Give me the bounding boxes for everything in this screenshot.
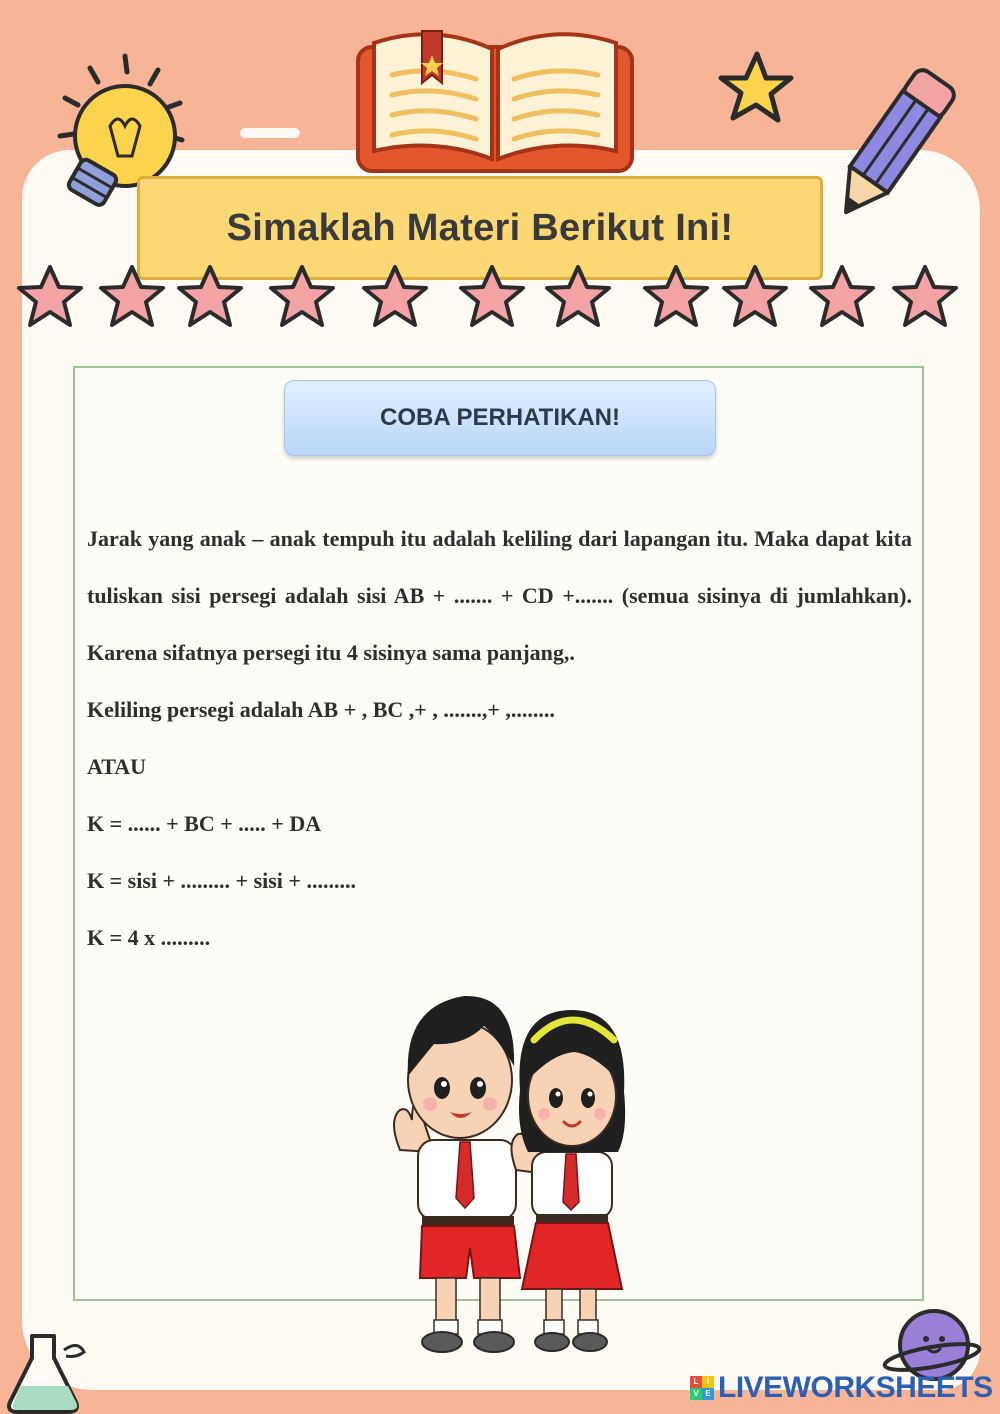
girl-figure xyxy=(511,1010,625,1351)
decorative-stars-row xyxy=(0,262,1000,332)
star-icon xyxy=(19,267,81,325)
star-icon xyxy=(179,267,241,325)
star-icon xyxy=(101,267,163,325)
lesson-text xyxy=(87,510,912,966)
flask-icon xyxy=(0,1330,90,1414)
lesson-line: K = ...... + BC + ..... + DA xyxy=(87,811,322,836)
star-icon xyxy=(645,267,707,325)
boy-figure xyxy=(394,996,520,1352)
star-icon xyxy=(271,267,333,325)
notice-button[interactable] xyxy=(284,380,716,456)
pencil-icon xyxy=(818,55,968,235)
page-title: Simaklah Materi Berikut Ini! xyxy=(226,206,734,249)
star-icon xyxy=(715,48,795,128)
star-icon xyxy=(461,267,523,325)
star-icon xyxy=(811,267,873,325)
students-illustration xyxy=(380,980,630,1365)
paper-dash xyxy=(445,1372,467,1386)
liveworksheets-watermark[interactable] xyxy=(690,1370,993,1406)
lesson-line: K = 4 x ......... xyxy=(87,925,211,950)
star-icon xyxy=(364,267,426,325)
lesson-paragraph: Jarak yang anak – anak tempuh itu adalah keliling dari lapangan itu. Maka dapat kita tuliskan sisi persegi adalah sisi AB + ....... + CD +....... (semua sisinya di jumlahkan). Karena sifatnya persegi itu 4 sisinya sama panjang,. xyxy=(87,526,912,665)
paper-dash xyxy=(240,128,300,138)
star-icon xyxy=(724,267,786,325)
star-icon xyxy=(894,267,956,325)
open-book-icon xyxy=(352,25,638,175)
notice-label: COBA PERHATIKAN! xyxy=(380,404,620,431)
watermark-text: LIVEWORKSHEETS xyxy=(718,1371,993,1404)
paper-dash xyxy=(478,1368,500,1382)
star-icon xyxy=(547,267,609,325)
liveworksheets-logo-icon: L I V E xyxy=(690,1376,714,1400)
lesson-line: ATAU xyxy=(87,754,147,779)
lesson-line: Keliling persegi adalah AB + , BC ,+ , .......,+ ,........ xyxy=(87,697,555,722)
lesson-line: K = sisi + ......... + sisi + ......... xyxy=(87,868,356,893)
